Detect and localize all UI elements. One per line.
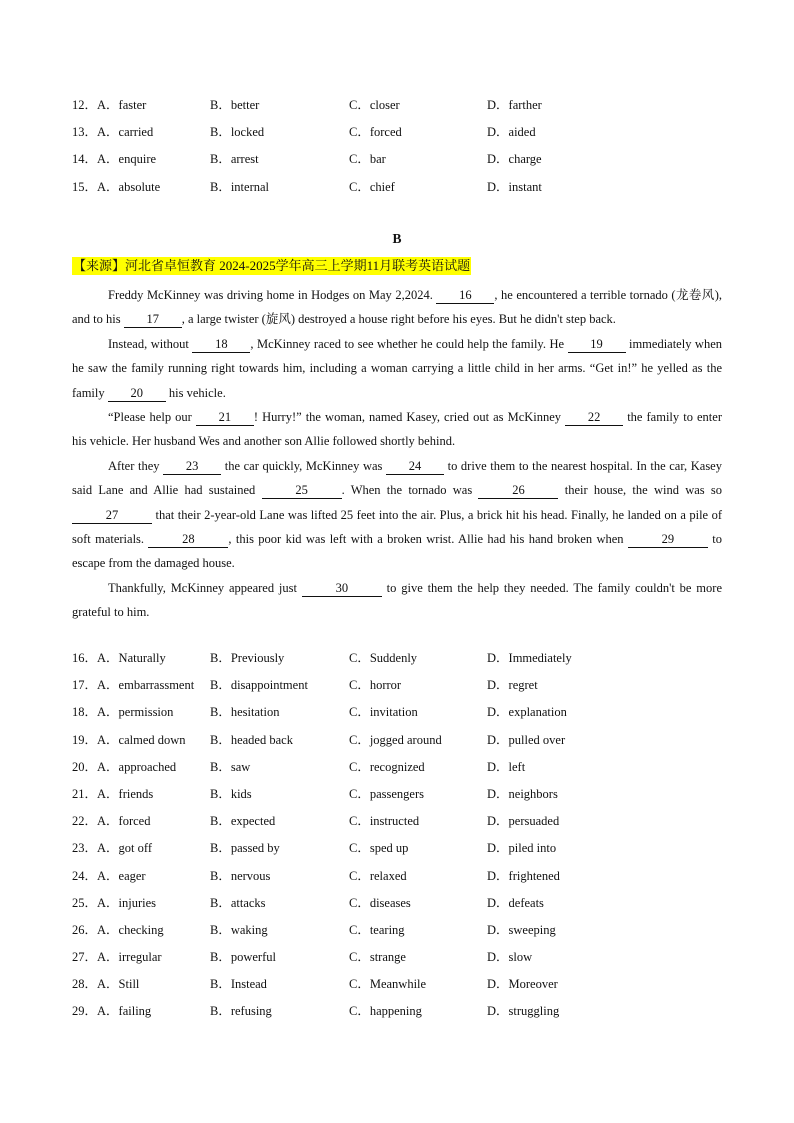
question-number-and-option-a xyxy=(72,96,146,114)
blank-16: 16 xyxy=(436,287,494,304)
question-row xyxy=(72,1002,732,1029)
question-number-and-option-a xyxy=(72,867,146,885)
paragraph-5: Thankfully, McKinney appeared just 30 to give them the help they needed. The family couldn't be more grateful to him. xyxy=(72,580,722,620)
option-d: D．charge xyxy=(487,152,542,167)
option-d: D．aided xyxy=(487,125,536,140)
question-number-and-option-a xyxy=(72,123,153,141)
question-number-and-option-a xyxy=(72,975,139,993)
blank-29: 29 xyxy=(628,531,708,548)
question-number-and-option-a xyxy=(72,839,152,857)
option-c: C．jogged around xyxy=(349,732,442,747)
question-row xyxy=(72,785,732,812)
question-number: 12． xyxy=(72,98,98,112)
option-a: A．irregular xyxy=(97,950,162,965)
option-d: D．Immediately xyxy=(487,651,572,665)
question-number-and-option-a xyxy=(72,703,173,721)
option-a: A．got off xyxy=(97,841,152,856)
question-number-and-option-a xyxy=(72,948,162,966)
option-b: B．disappointment xyxy=(210,678,308,693)
option-a: A．calmed down xyxy=(97,732,186,747)
option-b: B．locked xyxy=(210,125,265,140)
option-d: D．slow xyxy=(487,950,533,965)
blank-28: 28 xyxy=(148,531,228,548)
question-number-and-option-a xyxy=(72,676,194,694)
blank-20: 20 xyxy=(108,385,166,402)
question-row xyxy=(72,867,732,894)
paragraph-1: Freddy McKinney was driving home in Hodges on May 2,2024. 16 , he encountered a terrible tornado (龙卷风), and to his 17 , a large twister (旋风) destroyed a house right before his eyes. But he didn't step back. xyxy=(72,288,722,327)
question-number: 19． xyxy=(72,732,98,747)
option-b: B．internal xyxy=(210,179,270,194)
option-a: A．approached xyxy=(97,759,177,774)
option-a: A．permission xyxy=(97,705,174,720)
bottom-options-list xyxy=(72,649,732,1030)
question-row xyxy=(72,975,732,1002)
option-a: A．failing xyxy=(97,1004,152,1019)
question-number: 28． xyxy=(72,977,98,992)
question-number-and-option-a xyxy=(72,921,164,939)
option-c: C．recognized xyxy=(349,759,425,774)
blank-21: 21 xyxy=(196,409,254,426)
option-c: C．closer xyxy=(349,98,400,112)
option-a: A．eager xyxy=(97,868,146,883)
option-c: C．chief xyxy=(349,179,395,194)
question-number: 16． xyxy=(72,651,98,665)
question-number-and-option-a xyxy=(72,649,166,667)
question-number-and-option-a xyxy=(72,178,160,196)
question-number: 18． xyxy=(72,705,98,720)
option-c: C．tearing xyxy=(349,922,405,937)
question-number-and-option-a xyxy=(72,758,176,776)
question-number: 15． xyxy=(72,179,98,194)
option-b: B．nervous xyxy=(210,868,271,883)
option-a: A．embarrassment xyxy=(97,678,195,693)
option-b: B．expected xyxy=(210,814,276,829)
blank-19: 19 xyxy=(568,336,626,353)
option-b: B．saw xyxy=(210,759,251,774)
question-row xyxy=(72,150,732,177)
question-number: 24． xyxy=(72,868,98,883)
option-b: B．arrest xyxy=(210,152,259,167)
option-d: D．regret xyxy=(487,678,538,693)
option-d: D．neighbors xyxy=(487,786,558,801)
question-row xyxy=(72,649,732,676)
option-d: D．defeats xyxy=(487,895,544,910)
question-row xyxy=(72,96,732,123)
question-number: 14． xyxy=(72,152,98,167)
question-number-and-option-a xyxy=(72,785,153,803)
option-a: A．Naturally xyxy=(97,651,166,665)
question-number-and-option-a xyxy=(72,1002,151,1020)
option-b: B．hesitation xyxy=(210,705,280,720)
question-row xyxy=(72,703,732,730)
question-number: 29． xyxy=(72,1004,98,1019)
paragraph-4: After they 23 the car quickly, McKinney was 24 to drive them to the nearest hospital. In the car, Kasey said Lane and Allie had sustained 25 . When the tornado was 26 their house, the wind was so 27 that their 2-year-old Lane was lifted 25 feet into the air. Plus, a brick hit his head. Finally, he landed on a pile of soft materials. 28 , this poor kid was left with a broken wrist. Allie had his hand broken when 29 to escape from the damaged house. xyxy=(72,458,722,571)
question-row xyxy=(72,123,732,150)
paragraph-3: “Please help our 21 ! Hurry!” the woman, named Kasey, cried out as McKinney 22 the family to enter his vehicle. Her husband Wes and another son Allie followed shortly behind. xyxy=(72,410,722,449)
option-c: C．forced xyxy=(349,125,402,140)
option-d: D．Moreover xyxy=(487,977,558,992)
option-b: B．attacks xyxy=(210,895,266,910)
option-d: D．struggling xyxy=(487,1004,560,1019)
option-a: A．Still xyxy=(97,977,140,992)
question-number: 23． xyxy=(72,841,98,856)
blank-17: 17 xyxy=(124,311,182,328)
question-row xyxy=(72,758,732,785)
option-b: B．kids xyxy=(210,786,252,801)
question-row xyxy=(72,948,732,975)
question-row xyxy=(72,921,732,948)
blank-25: 25 xyxy=(262,482,342,499)
option-d: D．persuaded xyxy=(487,814,560,829)
option-c: C．instructed xyxy=(349,814,420,829)
option-d: D．sweeping xyxy=(487,922,556,937)
option-c: C．Suddenly xyxy=(349,651,418,665)
option-a: A．enquire xyxy=(97,152,157,167)
option-a: A．faster xyxy=(97,98,147,112)
question-number-and-option-a xyxy=(72,150,156,168)
question-number-and-option-a xyxy=(72,731,186,749)
option-d: D．piled into xyxy=(487,841,557,856)
paragraph-2: Instead, without 18 , McKinney raced to see whether he could help the family. He 19 immediately when he saw the family running right towards him, including a woman carrying a little child in her arms. “Get in!” he yelled as the family 20 his vehicle. xyxy=(72,336,723,400)
option-c: C．Meanwhile xyxy=(349,977,427,992)
option-b: B．headed back xyxy=(210,732,293,747)
question-row xyxy=(72,731,732,758)
option-d: D．pulled over xyxy=(487,732,566,747)
question-row xyxy=(72,894,732,921)
question-number: 21． xyxy=(72,786,98,801)
option-b: B．Instead xyxy=(210,977,267,992)
question-number: 27． xyxy=(72,950,98,965)
option-b: B．waking xyxy=(210,922,268,937)
blank-24: 24 xyxy=(386,458,444,475)
option-a: A．injuries xyxy=(97,895,157,910)
blank-26: 26 xyxy=(478,482,558,499)
option-c: C．passengers xyxy=(349,786,424,801)
option-d: D．instant xyxy=(487,179,542,194)
question-row xyxy=(72,676,732,703)
option-c: C．sped up xyxy=(349,841,409,856)
question-number: 22． xyxy=(72,814,98,829)
question-number-and-option-a xyxy=(72,894,156,912)
option-a: A．forced xyxy=(97,814,151,829)
option-d: D．farther xyxy=(487,98,542,112)
option-c: C．invitation xyxy=(349,705,418,720)
question-number: 20． xyxy=(72,759,98,774)
option-c: C．diseases xyxy=(349,895,411,910)
option-d: D．left xyxy=(487,759,526,774)
question-number-and-option-a xyxy=(72,812,150,830)
option-a: A．absolute xyxy=(97,179,161,194)
option-a: A．carried xyxy=(97,125,154,140)
option-b: B．powerful xyxy=(210,950,276,965)
blank-18: 18 xyxy=(192,336,250,353)
option-c: C．horror xyxy=(349,678,402,693)
option-b: B．better xyxy=(210,98,260,112)
question-number: 26． xyxy=(72,922,98,937)
option-b: B．refusing xyxy=(210,1004,272,1019)
question-row xyxy=(72,178,732,205)
passage xyxy=(72,283,722,625)
blank-27: 27 xyxy=(72,507,152,524)
question-row xyxy=(72,839,732,866)
question-number: 17． xyxy=(72,678,98,693)
option-b: B．passed by xyxy=(210,841,280,856)
option-a: A．checking xyxy=(97,922,164,937)
option-a: A．friends xyxy=(97,786,154,801)
option-d: D．explanation xyxy=(487,705,567,720)
blank-30: 30 xyxy=(302,580,382,597)
option-c: C．strange xyxy=(349,950,406,965)
option-d: D．frightened xyxy=(487,868,560,883)
option-c: C．relaxed xyxy=(349,868,407,883)
blank-23: 23 xyxy=(163,458,221,475)
source-line: 【来源】河北省卓恒教育 2024-2025学年高三上学期11月联考英语试题 xyxy=(73,258,471,273)
option-b: B．Previously xyxy=(210,651,285,665)
question-number: 13． xyxy=(72,125,98,140)
section-title: B xyxy=(392,231,402,246)
option-c: C．bar xyxy=(349,152,386,167)
top-options-list xyxy=(72,96,732,205)
question-number: 25． xyxy=(72,895,98,910)
question-row xyxy=(72,812,732,839)
blank-22: 22 xyxy=(565,409,623,426)
option-c: C．happening xyxy=(349,1004,422,1019)
